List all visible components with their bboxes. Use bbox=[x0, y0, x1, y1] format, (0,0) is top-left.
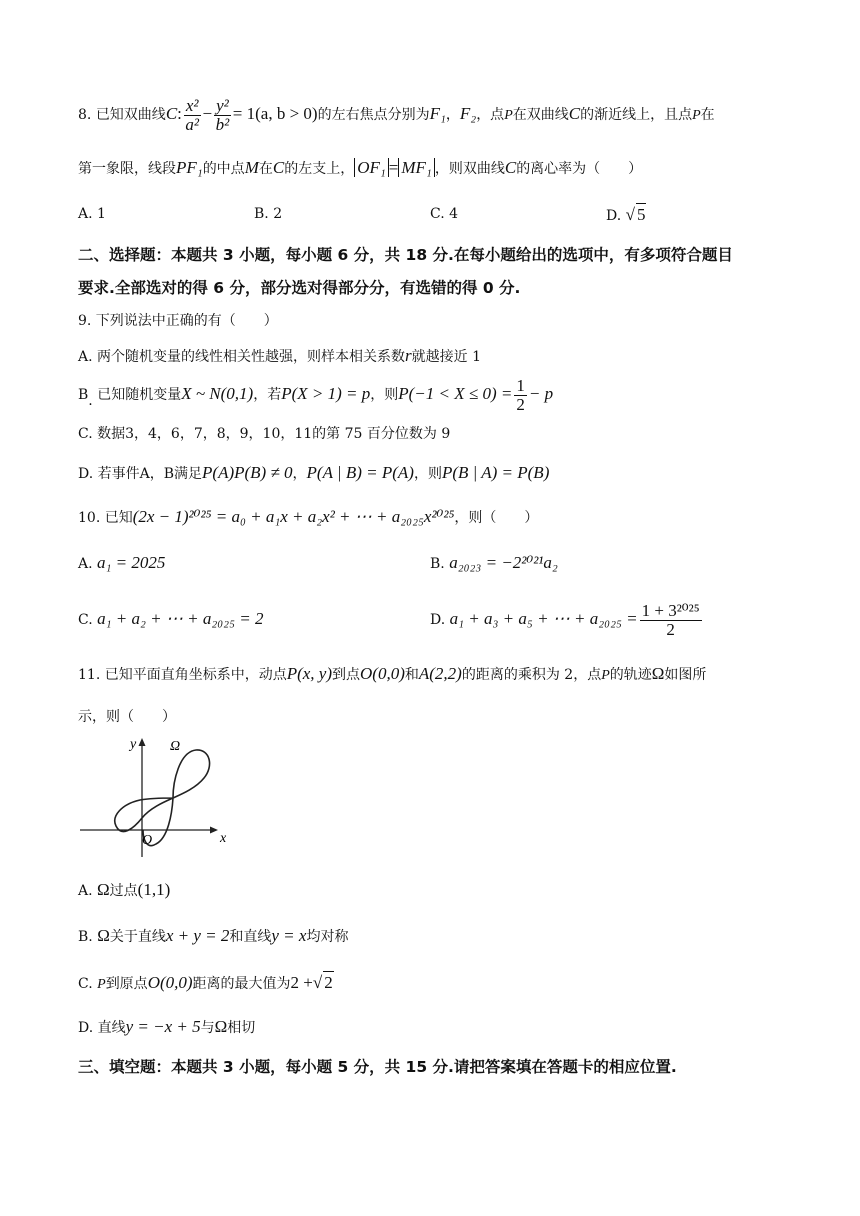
q10-d-fraction: $\frac{\text{1 + 3²⁰²⁵}}{2}$ bbox=[641, 600, 700, 639]
q11-stem-line-2: 示，则（ ） bbox=[78, 709, 176, 725]
q8-line-2: 第一象限，线段PF₁的中点M在C的左支上， OF₁ = MF₁ ，则双曲线C的离心率为（ ） bbox=[78, 158, 643, 177]
q9-stem: 9. 下列说法中正确的有（ ） bbox=[78, 313, 278, 329]
fig-label-o: O bbox=[142, 833, 153, 848]
q10-option-b: B. a₂₀₂₃ = −2²⁰²¹a₂ bbox=[430, 553, 558, 572]
q11-option-b: B. Ω关于直线x + y = 2和直线y = x均对称 bbox=[78, 926, 349, 945]
y-axis-arrow bbox=[139, 738, 146, 746]
q10-option-c: C. a₁ + a₂ + ⋯ + a₂₀₂₅ = 2 bbox=[78, 609, 264, 628]
omega-curve bbox=[115, 750, 210, 846]
section-3-heading: 三、填空题：本题共 3 小题，每小题 5 分，共 15 分.请把答案填在答题卡的相应位置. bbox=[78, 1058, 677, 1076]
q11-option-a: A. Ω过点(1,1) bbox=[78, 880, 171, 899]
fig-label-x: x bbox=[220, 831, 227, 846]
q8-number: 8. bbox=[78, 107, 92, 123]
q10-option-d: D. a₁ + a₃ + a₅ + ⋯ + a₂₀₂₅ = $\frac{\text{1 + 3²⁰²⁵}}{2}$ bbox=[430, 600, 700, 639]
q8-frac-x: $\frac{\text{x²}}{\text{a²}}$ bbox=[185, 95, 200, 134]
q10-option-a: A. a₁ = 2025 bbox=[78, 553, 166, 572]
q8-option-d: D. √ 5 bbox=[606, 205, 646, 224]
q8-option-a: A. 1 bbox=[78, 206, 106, 222]
q8-option-d-value: 5 bbox=[636, 205, 646, 224]
fig-label-y: y bbox=[130, 737, 137, 752]
q9-option-d: D. 若事件A，B满足P(A)P(B) ≠ 0，P(A | B) = P(A)，则P(B | A) = P(B) bbox=[78, 463, 550, 482]
q8-option-b: B. 2 bbox=[254, 206, 283, 222]
q11-option-c: C. P到原点O(0,0)距离的最大值为2 +√ 2 bbox=[78, 973, 333, 992]
section-2-heading-line-1: 二、选择题：本题共 3 小题，每小题 6 分，共 18 分.在每小题给出的选项中，有多项符合题目 bbox=[78, 246, 733, 264]
q11-figure bbox=[78, 732, 238, 862]
section-2-heading-line-2: 要求.全部选对的得 6 分，部分选对得部分分，有选错的得 0 分. bbox=[78, 279, 521, 297]
q9-option-b: B. 已知随机变量X ~ N(0,1)，若P(X > 1) = p，则P(−1 < X ≤ 0) = $\frac{1}{2}$ − p bbox=[78, 375, 554, 414]
q11-stem-line-1: 11. 已知平面直角坐标系中，动点P(x, y)到点O(0,0)和A(2,2)的距离的乘积为 2，点P的轨迹Ω如图所 bbox=[78, 664, 707, 683]
q11-option-d: D. 直线y = −x + 5与Ω相切 bbox=[78, 1017, 256, 1036]
q10-stem: 10. 已知(2x − 1)²⁰²⁵ = a₀ + a₁x + a₂x² + ⋯ + a₂₀₂₅x²⁰²⁵，则（ ） bbox=[78, 507, 539, 526]
q9-option-a: A. 两个随机变量的线性相关性越强，则样本相关系数r就越接近 1 bbox=[78, 346, 481, 365]
q9-option-c: C. 数据3，4，6，7，8，9，10，11的第 75 百分位数为 9 bbox=[78, 426, 451, 442]
x-axis-arrow bbox=[210, 827, 218, 834]
fig-label-omega: Ω bbox=[170, 739, 181, 754]
q8-frac-y: $\frac{\text{y²}}{\text{b²}}$ bbox=[215, 95, 230, 134]
q8-option-c: C. 4 bbox=[430, 206, 459, 222]
q9-b-fraction: $\frac{1}{2}$ bbox=[516, 375, 525, 414]
q8-line-1: 8. 已知双曲线C: $\frac{\text{x²}}{\text{a²}}$ − $\frac{\text{y²}}{\text{b²}}$ = 1(a, b > 0)的左右焦点分别为F₁，F₂，点P在双曲线C的渐近线上，且点P在 bbox=[78, 95, 715, 134]
